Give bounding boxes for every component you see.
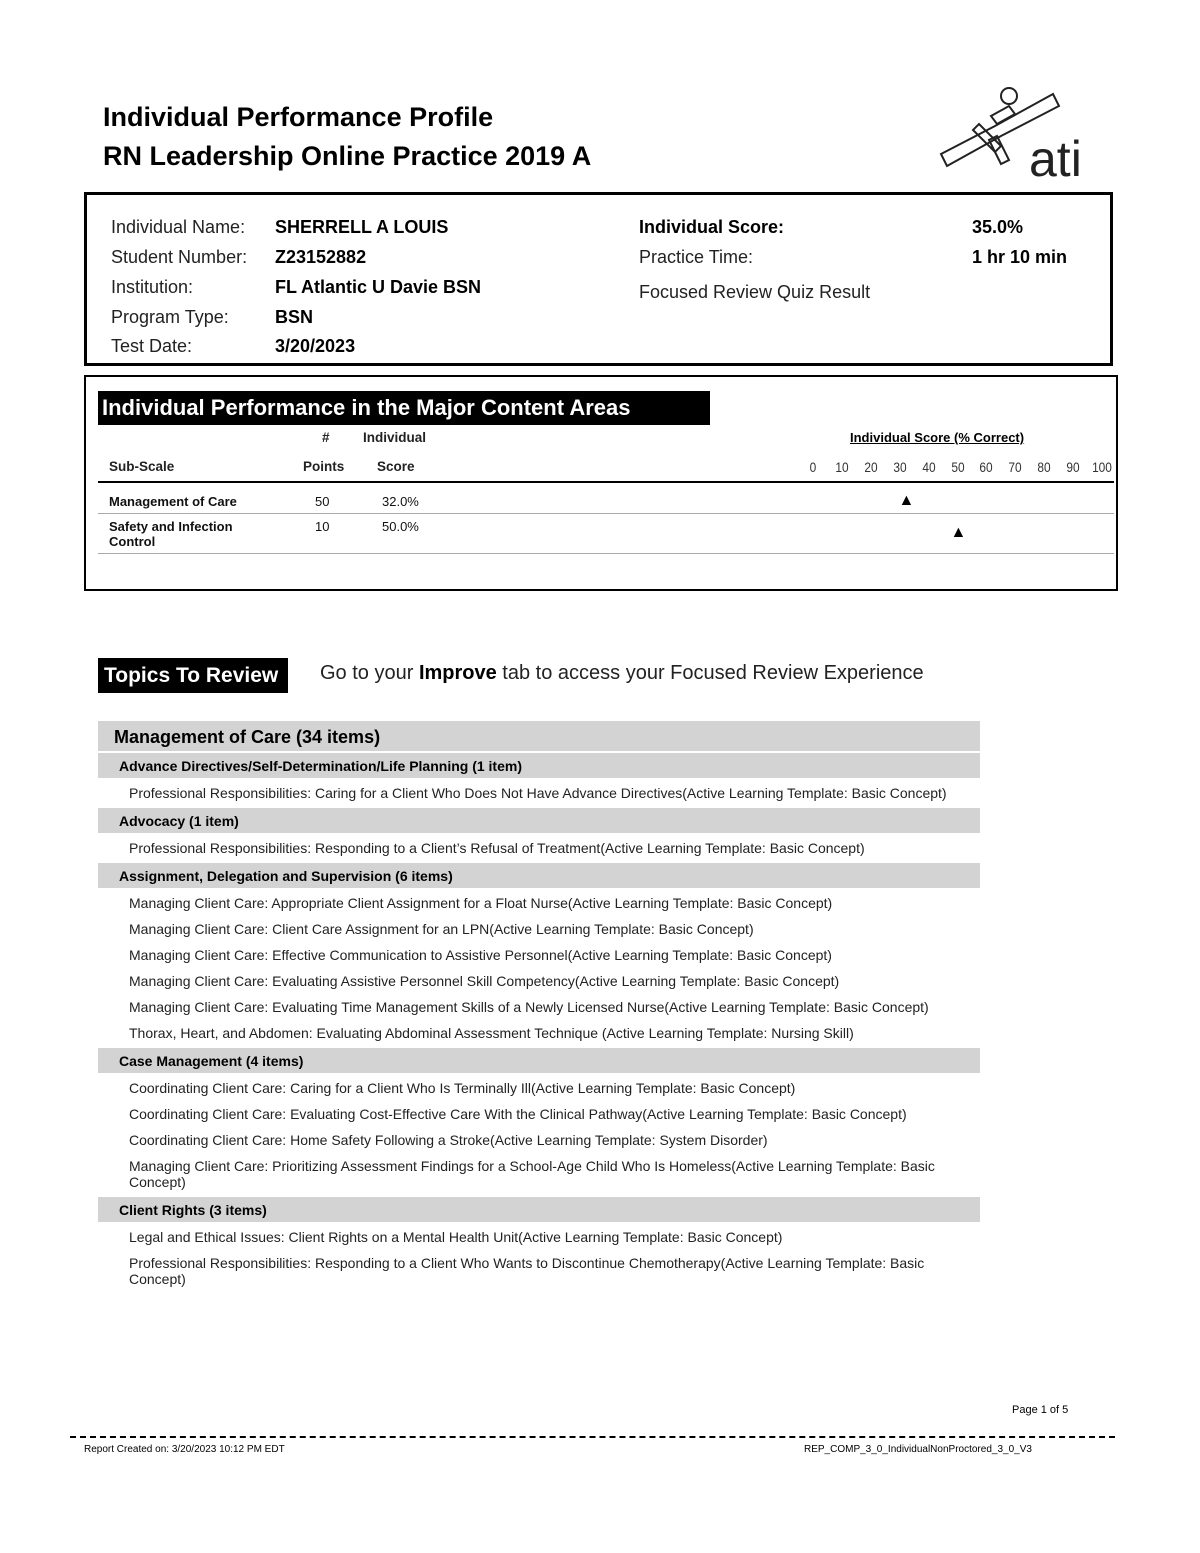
topic-item[interactable]: Professional Responsibilities: Responding to a Client’s Refusal of Treatment(Active Learning Template: Basic Concept) — [129, 840, 865, 856]
row-points: 50 — [315, 494, 330, 509]
svg-text:ati: ati — [1029, 131, 1082, 184]
report-id: REP_COMP_3_0_IndividualNonProctored_3_0_V3 — [804, 1444, 1032, 1455]
assessment-title: RN Leadership Online Practice 2019 A — [103, 141, 592, 171]
points-col-header: Points — [303, 459, 345, 474]
topic-item[interactable]: Managing Client Care: Evaluating Assistive Personnel Skill Competency(Active Learning Template: Basic Concept) — [129, 973, 840, 989]
topic-subgroup-header: Case Management (4 items) — [98, 1048, 980, 1073]
content-areas-title: Individual Performance in the Major Content Areas — [98, 391, 710, 425]
score-tick: 30 — [893, 459, 907, 475]
topic-subgroup-header: Advance Directives/Self-Determination/Life Planning (1 item) — [98, 753, 980, 778]
score-col-header: Score — [377, 459, 415, 474]
topic-item[interactable]: Coordinating Client Care: Evaluating Cost-Effective Care With the Clinical Pathway(Active Learning Template: Basic Concept) — [129, 1106, 907, 1122]
topic-item[interactable]: Coordinating Client Care: Caring for a Client Who Is Terminally Ill(Active Learning Template: Basic Concept) — [129, 1080, 796, 1096]
topic-item[interactable]: Professional Responsibilities: Responding to a Client Who Wants to Discontinue Chemotherapy(Active Learning Template: Basic Concept) — [129, 1255, 925, 1287]
test-date: 3/20/2023 — [275, 336, 356, 356]
topics-instructions: Go to your Improve tab to access your Focused Review Experience — [320, 662, 924, 684]
practice-time: 1 hr 10 min — [972, 247, 1068, 267]
score-tick: 0 — [809, 459, 817, 475]
topic-list — [98, 721, 980, 1294]
student-number-label: Student Number: — [111, 247, 248, 267]
score-tick: 40 — [921, 459, 936, 475]
topic-item[interactable]: Managing Client Care: Effective Communication to Assistive Personnel(Active Learning Template: Basic Concept) — [129, 947, 832, 963]
header-rule — [98, 481, 1114, 483]
institution-label: Institution: — [111, 277, 194, 297]
topic-subgroup-header: Client Rights (3 items) — [98, 1197, 980, 1222]
test-date-label: Test Date: — [111, 336, 193, 356]
topic-item[interactable]: Managing Client Care: Evaluating Time Management Skills of a Newly Licensed Nurse(Active Learning Template: Basic Concept) — [129, 999, 929, 1015]
score-tick: 100 — [1092, 459, 1112, 475]
name-label: Individual Name: — [111, 217, 246, 237]
report-title: Individual Performance Profile — [103, 102, 494, 132]
row-score: 32.0% — [382, 494, 419, 509]
score-tick: 50 — [950, 459, 965, 475]
content-areas-box — [84, 375, 1118, 591]
topic-item[interactable]: Legal and Ethical Issues: Client Rights on a Mental Health Unit(Active Learning Template: Basic Concept) — [129, 1229, 783, 1245]
score-col-top: Individual — [363, 430, 427, 445]
topic-item[interactable]: Coordinating Client Care: Home Safety Following a Stroke(Active Learning Template: System Disorder) — [129, 1132, 768, 1148]
topic-item[interactable]: Managing Client Care: Appropriate Client Assignment for a Float Nurse(Active Learning Template: Basic Concept) — [129, 895, 833, 911]
row-divider — [98, 513, 1114, 514]
subscale-col-header: Sub-Scale — [109, 459, 175, 474]
topic-item[interactable]: Professional Responsibilities: Caring for a Client Who Does Not Have Advance Directives(Active Learning Template: Basic Concept) — [129, 785, 947, 801]
row-subscale: Management of Care — [109, 494, 237, 509]
topic-item[interactable]: Managing Client Care: Prioritizing Assessment Findings for a School-Age Child Who Is Homeless(Active Learning Template: Basic Concept) — [129, 1158, 935, 1190]
topic-subgroup-header: Assignment, Delegation and Supervision (6 items) — [98, 863, 980, 888]
topic-subgroup-header: Advocacy (1 item) — [98, 808, 980, 833]
score-tick: 20 — [864, 459, 878, 475]
row-score: 50.0% — [382, 519, 419, 534]
individual-score-label: Individual Score: — [639, 217, 785, 237]
topics-to-review-header: Topics To Review — [98, 658, 288, 693]
row-subscale: Safety and Infection Control — [109, 519, 233, 549]
score-tick: 80 — [1037, 459, 1051, 475]
topic-group-header: Management of Care (34 items) — [98, 721, 980, 751]
program-type: BSN — [275, 307, 314, 327]
score-tick: 70 — [1008, 459, 1022, 475]
row-points: 10 — [315, 519, 330, 534]
row-divider — [98, 553, 1114, 554]
report-created: Report Created on: 3/20/2023 10:12 PM EDT — [84, 1444, 285, 1455]
score-tick: 10 — [835, 459, 849, 475]
program-type-label: Program Type: — [111, 307, 229, 327]
student-number: Z23152882 — [275, 247, 367, 267]
score-tick: 90 — [1066, 459, 1080, 475]
score-marker: ▲ — [950, 524, 967, 541]
individual-score: 35.0% — [972, 217, 1024, 237]
score-tick: 60 — [979, 459, 994, 475]
student-info-box — [84, 192, 1113, 366]
ati-logo — [935, 84, 1115, 184]
score-axis-title: Individual Score (% Correct) — [850, 430, 1025, 445]
student-name: SHERRELL A LOUIS — [275, 217, 449, 237]
institution: FL Atlantic U Davie BSN — [275, 277, 482, 297]
score-marker: ▲ — [898, 492, 915, 509]
topic-item[interactable]: Managing Client Care: Client Care Assignment for an LPN(Active Learning Template: Basic Concept) — [129, 921, 754, 937]
practice-time-label: Practice Time: — [639, 247, 754, 267]
topic-item[interactable]: Thorax, Heart, and Abdomen: Evaluating Abdominal Assessment Technique (Active Learning Template: Nursing Skill) — [129, 1025, 854, 1041]
page-number: Page 1 of 5 — [1012, 1404, 1069, 1416]
points-col-top: # — [322, 430, 330, 445]
footer-divider — [70, 1436, 1115, 1438]
focused-review-link[interactable]: Focused Review Quiz Result — [639, 282, 871, 302]
